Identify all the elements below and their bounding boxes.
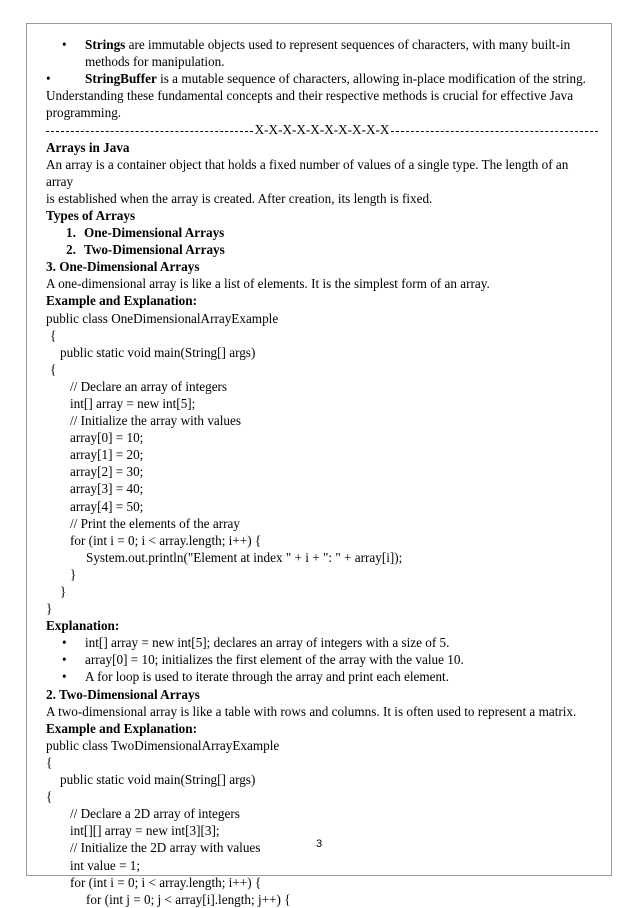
type-label: Two-Dimensional Arrays [84, 242, 225, 258]
paragraph-line: A one-dimensional array is like a list of elements. It is the simplest form of an array. [46, 276, 490, 292]
bullet-dot: • [62, 669, 67, 685]
document-body [46, 36, 598, 908]
heading-example: Example and Explanation: [46, 720, 197, 736]
code-line: array[2] = 30; [70, 464, 144, 480]
heading-two-d: 2. Two-Dimensional Arrays [46, 686, 200, 702]
code-line: public static void main(String[] args) [60, 772, 256, 788]
bullet-stringbuffer [46, 70, 598, 87]
code-line: int[][] array = new int[3][3]; [70, 823, 220, 839]
separator-text: X-X-X-X-X-X-X-X-X-X [254, 122, 390, 138]
code-line: for (int i = 0; i < array.length; i++) { [70, 874, 262, 890]
bullet-text: are immutable objects used to represent sequences of characters, with many built-in [125, 37, 571, 52]
summary-line: Understanding these fundamental concepts and their respective methods is crucial for effective Java [46, 88, 574, 104]
code-line: public class OneDimensionalArrayExample [46, 310, 279, 326]
separator-dashes-left [46, 131, 253, 132]
bullet-strings [46, 36, 598, 53]
page-number: 3 [315, 838, 323, 850]
term-strings: Strings [85, 37, 126, 52]
heading-example: Example and Explanation: [46, 293, 197, 309]
code-line: } [70, 566, 77, 582]
bullet-dot: • [62, 652, 67, 668]
term-stringbuffer: StringBuffer [85, 71, 157, 87]
explanation-item [46, 634, 598, 651]
type-number: 1. [66, 225, 76, 241]
code-line: int[] array = new int[5]; [70, 395, 196, 411]
bullet-dot: • [46, 71, 51, 87]
heading-explanation: Explanation: [46, 618, 120, 634]
section-separator [46, 121, 598, 138]
code-line: { [50, 361, 57, 377]
code-line: public class TwoDimensionalArrayExample [46, 737, 280, 753]
explanation-item [46, 651, 598, 668]
code-line: } [46, 601, 53, 617]
code-line: // Declare an array of integers [70, 378, 228, 394]
code-line: array[0] = 10; [70, 430, 144, 446]
code-line: // Initialize the array with values [70, 413, 242, 429]
code-line: int value = 1; [70, 857, 141, 873]
paragraph-line: An array is a container object that holds a fixed number of values of a single type. The length of an array [46, 156, 569, 189]
code-line: // Initialize the 2D array with values [70, 840, 261, 856]
type-number: 2. [66, 242, 76, 258]
code-line: System.out.println("Element at index " + i + ": " + array[i]); [86, 549, 403, 565]
heading-arrays: Arrays in Java [46, 139, 130, 155]
summary-line: programming. [46, 105, 122, 121]
code-line: for (int i = 0; i < array.length; i++) { [70, 532, 262, 548]
paragraph-line: is established when the array is created. After creation, its length is fixed. [46, 190, 433, 206]
type-label: One-Dimensional Arrays [84, 225, 225, 241]
bullet-text: is a mutable sequence of characters, allowing in-place modification of the string. [156, 71, 586, 87]
code-line: array[1] = 20; [70, 447, 144, 463]
code-line: } [60, 584, 67, 599]
bullet-dot: • [62, 635, 67, 651]
explanation-text: int[] array = new int[5]; declares an array of integers with a size of 5. [85, 635, 450, 651]
code-block-one-d [46, 310, 598, 618]
code-line: array[3] = 40; [70, 481, 144, 497]
code-line: // Declare a 2D array of integers [70, 806, 240, 822]
code-line: array[4] = 50; [70, 498, 144, 514]
separator-dashes-right [391, 131, 598, 132]
code-line: { [46, 789, 53, 805]
explanation-item [46, 668, 598, 685]
code-line: // Print the elements of the array [70, 515, 240, 531]
explanation-text: A for loop is used to iterate through the array and print each element. [85, 669, 450, 685]
bullet-strings-cont: methods for manipulation. [85, 54, 225, 70]
paragraph-line: A two-dimensional array is like a table with rows and columns. It is often used to represent a matrix. [46, 703, 577, 719]
explanation-text: array[0] = 10; initializes the first element of the array with the value 10. [85, 652, 464, 668]
code-line: for (int j = 0; j < array[i].length; j++) { [86, 891, 291, 907]
bullet-dot: • [62, 37, 67, 52]
heading-one-d: 3. One-Dimensional Arrays [46, 259, 200, 275]
heading-types: Types of Arrays [46, 207, 136, 223]
code-line: public static void main(String[] args) [60, 344, 256, 360]
type-item [46, 241, 598, 258]
code-line: { [50, 327, 57, 343]
code-block-two-d [46, 737, 598, 908]
type-item [46, 224, 598, 241]
code-line: { [46, 754, 53, 770]
